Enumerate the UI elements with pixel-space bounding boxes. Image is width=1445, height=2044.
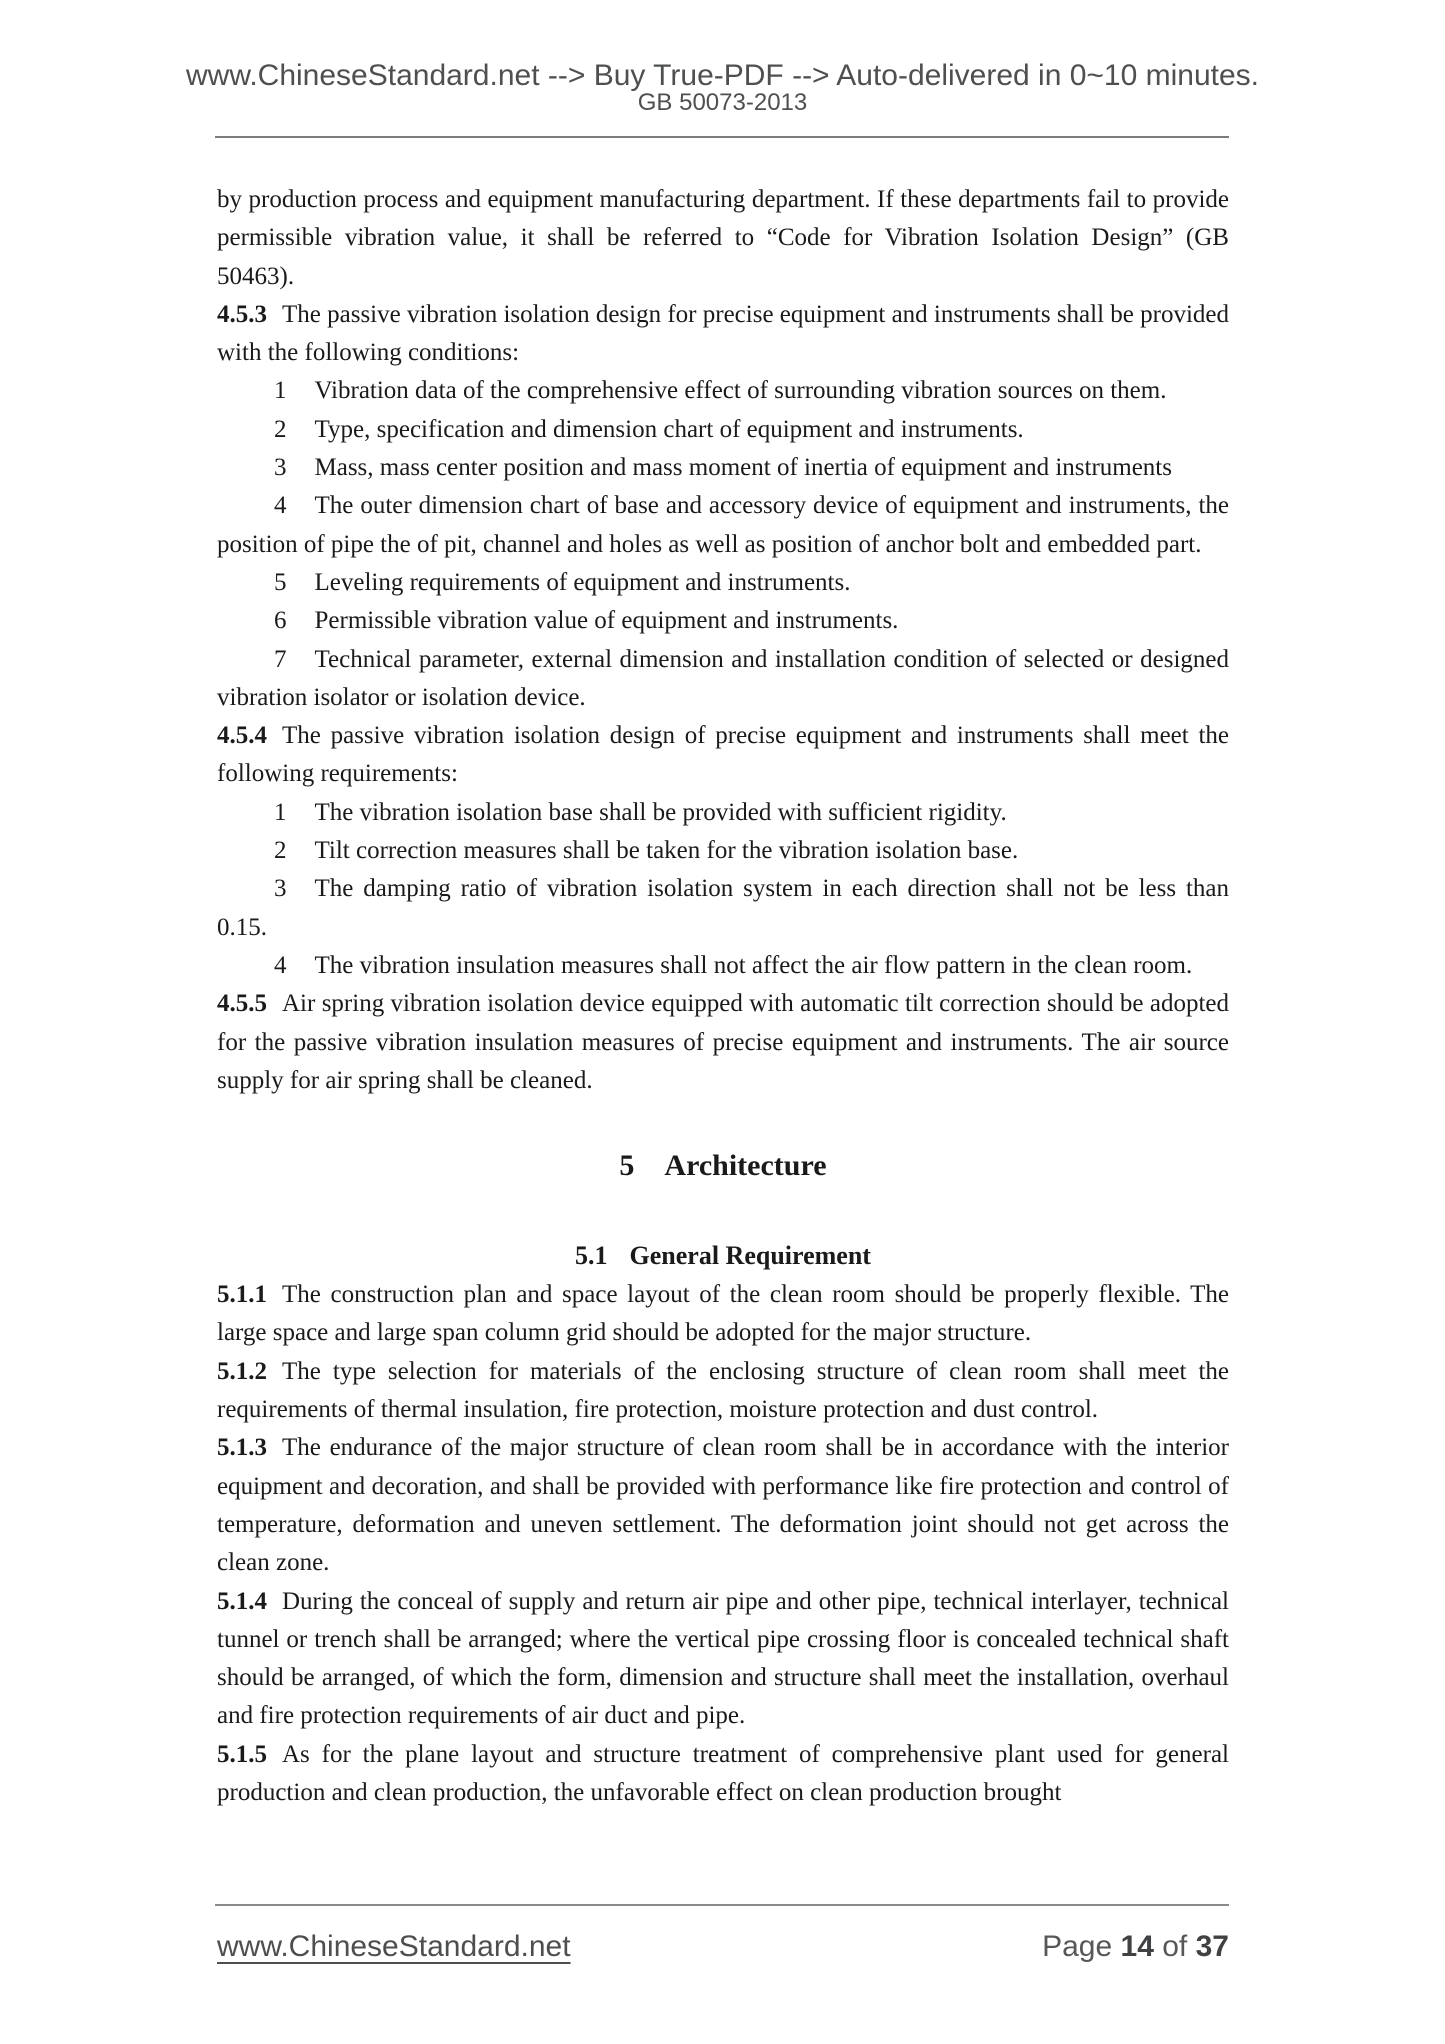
text-run: The passive vibration isolation design of precise equipment and instruments shall meet the following requirements:: [217, 722, 1229, 788]
clause-number: 5.1: [575, 1241, 608, 1271]
text-run: The type selection for materials of the enclosing structure of clean room shall meet the requirements of thermal insulation, fire protection, moisture protection and dust control.: [217, 1357, 1229, 1424]
clause-number: 5.1.4: [217, 1587, 267, 1615]
page-of-label: of: [1162, 1930, 1188, 1963]
text-run: Leveling requirements of equipment and instruments.: [314, 568, 851, 596]
text-run: The construction plan and space layout of the clean room should be properly flexible. The large space and large span column grid should be adopted for the major structure.: [217, 1281, 1229, 1347]
item-number: 1: [274, 377, 287, 405]
clause-number: 5.1.5: [217, 1740, 267, 1768]
standard-code: GB 50073-2013: [637, 89, 808, 116]
list-item: [217, 487, 1229, 564]
text-run: Type, specification and dimension chart of equipment and instruments.: [314, 415, 1024, 443]
item-number: 7: [274, 645, 287, 673]
section-heading: [217, 1236, 1229, 1276]
page-footer: [217, 1928, 1229, 1966]
footer-site-link[interactable]: www.ChineseStandard.net: [217, 1930, 571, 1963]
text-run: The passive vibration isolation design for precise equipment and instruments shall be provided with the following conditions:: [217, 300, 1230, 367]
clause-paragraph: [217, 1353, 1229, 1430]
item-number: 2: [274, 415, 287, 443]
header-divider: [215, 136, 1229, 138]
item-number: 2: [274, 837, 287, 865]
paragraph: [217, 181, 1229, 296]
page-total-number: 37: [1195, 1930, 1229, 1963]
clause-number: 4.5.5: [217, 990, 267, 1018]
text-run: by production process and equipment manufacturing department. If these departments fail to provide permissible vibration value, it shall be referred to “Code for Vibration Isolation Design” (GB 50463).: [217, 186, 1229, 290]
list-item: [217, 602, 1229, 640]
clause-paragraph: [217, 1736, 1229, 1813]
text-run: Architecture: [664, 1149, 827, 1183]
text-run: Air spring vibration isolation device equipped with automatic tilt correction should be adopted for the passive vibration insulation measures of precise equipment and instruments. The air source supply for air spring shall be cleaned.: [217, 990, 1229, 1094]
item-number: 6: [274, 607, 287, 635]
clause-paragraph: [217, 296, 1229, 373]
item-number: 5: [274, 568, 287, 596]
text-run: Technical parameter, external dimension and installation condition of selected or designed vibration isolator or isolation device.: [217, 645, 1229, 711]
list-item: [217, 411, 1229, 449]
chapter-heading: [217, 1144, 1229, 1188]
page-indicator: [1042, 1928, 1229, 1966]
item-number: 4: [274, 951, 287, 979]
clause-paragraph: [217, 1276, 1229, 1353]
text-run: Vibration data of the comprehensive effect of surrounding vibration sources on them.: [314, 377, 1167, 405]
text-run: Mass, mass center position and mass moment of inertia of equipment and instruments: [314, 454, 1172, 482]
text-run: General Requirement: [629, 1241, 871, 1271]
item-number: 3: [274, 875, 287, 903]
clause-number: 5.1.1: [217, 1281, 267, 1309]
list-item: [217, 564, 1229, 602]
list-item: [217, 794, 1229, 832]
document-body: [217, 181, 1229, 1812]
text-run: The damping ratio of vibration isolation system in each direction shall not be less than 0.15.: [217, 875, 1229, 941]
clause-number: 5: [619, 1149, 635, 1183]
page-label: Page: [1042, 1930, 1113, 1963]
list-item: [217, 372, 1229, 410]
text-run: The outer dimension chart of base and accessory device of equipment and instruments, the position of pipe the of pit, channel and holes as well as position of anchor bolt and embedded part.: [217, 492, 1229, 558]
page-current-number: 14: [1120, 1930, 1154, 1963]
text-run: The endurance of the major structure of clean room shall be in accordance with the interior equipment and decoration, and shall be provided with performance like fire protection and control of temperature, deformation and uneven settlement. The deformation joint should not get across the clean zone.: [217, 1434, 1229, 1577]
header-tagline: www.ChineseStandard.net --> Buy True-PDF --> Auto-delivered in 0~10 minutes.: [185, 59, 1260, 92]
clause-number: 5.1.3: [217, 1434, 267, 1462]
text-run: As for the plane layout and structure treatment of comprehensive plant used for general production and clean production, the unfavorable effect on clean production brought: [217, 1740, 1229, 1806]
item-number: 1: [274, 798, 287, 826]
clause-number: 5.1.2: [217, 1357, 267, 1385]
list-item: [217, 947, 1229, 985]
clause-paragraph: [217, 1583, 1229, 1736]
list-item: [217, 641, 1229, 718]
clause-number: 4.5.3: [217, 300, 267, 328]
list-item: [217, 832, 1229, 870]
text-run: The vibration insulation measures shall not affect the air flow pattern in the clean room.: [314, 951, 1193, 979]
clause-paragraph: [217, 717, 1229, 794]
item-number: 3: [274, 454, 287, 482]
list-item: [217, 870, 1229, 947]
clause-paragraph: [217, 1429, 1229, 1582]
text-run: Permissible vibration value of equipment and instruments.: [314, 607, 899, 635]
clause-number: 4.5.4: [217, 722, 267, 750]
clause-paragraph: [217, 985, 1229, 1100]
text-run: Tilt correction measures shall be taken for the vibration isolation base.: [314, 837, 1019, 865]
text-run: During the conceal of supply and return air pipe and other pipe, technical interlayer, technical tunnel or trench shall be arranged; where the vertical pipe crossing floor is concealed technical shaft should be arranged, of which the form, dimension and structure shall meet the installation, overhaul and fire protection requirements of air duct and pipe.: [217, 1587, 1229, 1730]
footer-divider: [215, 1904, 1229, 1906]
list-item: [217, 449, 1229, 487]
item-number: 4: [274, 492, 287, 520]
text-run: The vibration isolation base shall be provided with sufficient rigidity.: [314, 798, 1007, 826]
